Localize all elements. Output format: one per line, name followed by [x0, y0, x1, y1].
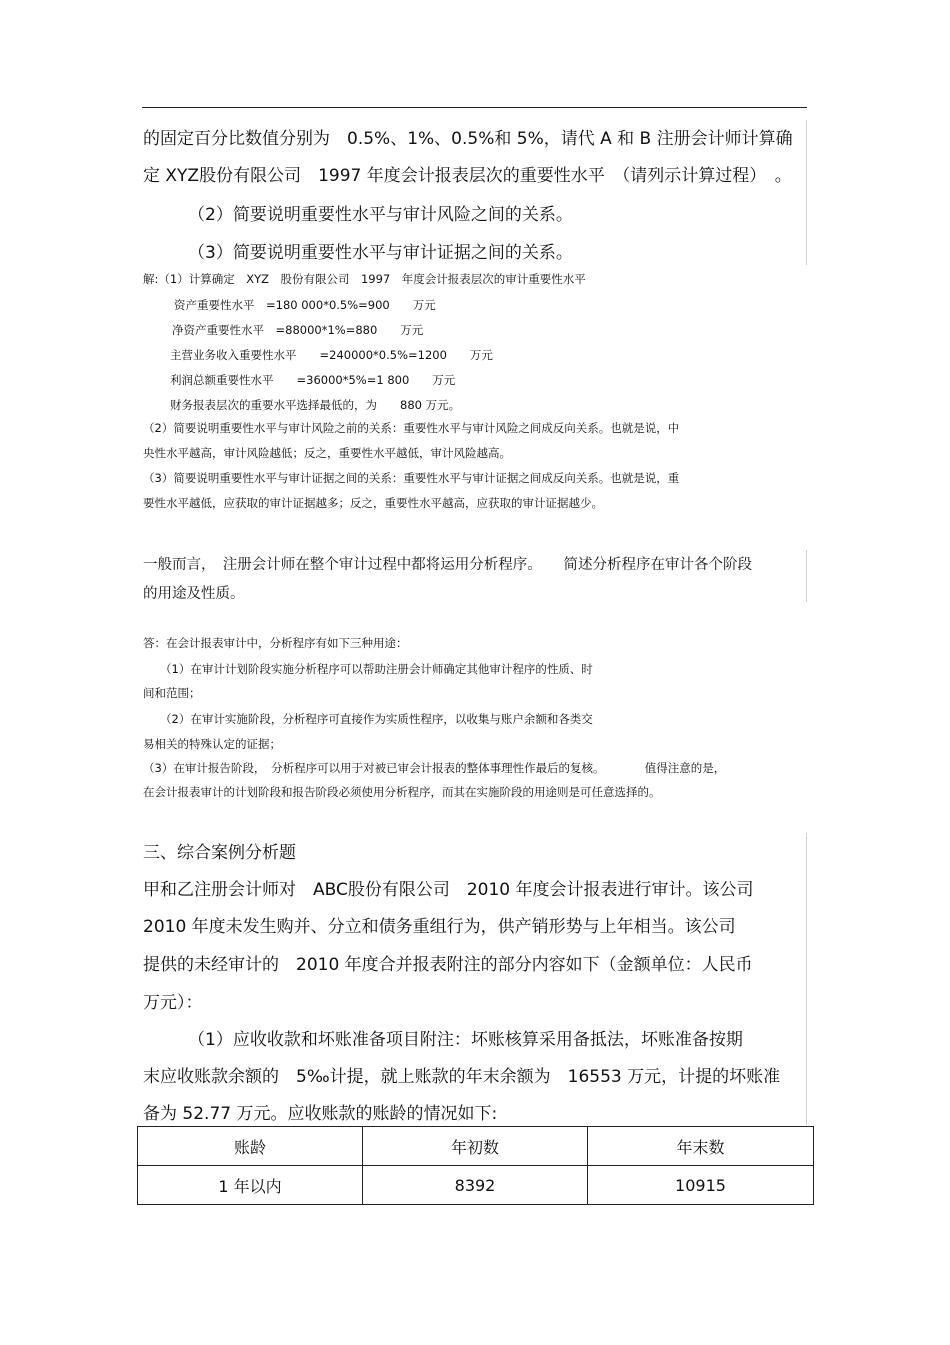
q1-box-edge: [806, 120, 807, 265]
ans2-line2: （1）在审计计划阶段实施分析程序可以帮助注册会计师确定其他审计程序的性质、时: [160, 662, 593, 676]
section3-para-line6: 末应收账款余额的 5‰计提，就上账款的年末余额为 16553 万元，计提的坏账准: [143, 1067, 781, 1087]
ans1-line5: 利润总额重要性水平 =36000*5%=1 800 万元: [170, 373, 456, 387]
section3-para-line1: 甲和乙注册会计师对 ABC股份有限公司 2010 年度会计报表进行审计。该公司: [143, 880, 754, 900]
ans1-line4: 主营业务收入重要性水平 =240000*0.5%=1200 万元: [170, 348, 493, 362]
q2-box-edge: [806, 550, 807, 602]
q1-line2: 定 XYZ股份有限公司 1997 年度会计报表层次的重要性水平 （请列示计算过程） 。: [143, 166, 792, 186]
table-header-cell: 年初数: [363, 1127, 588, 1166]
section3-para-line5: （1）应收收款和坏账准备项目附注：坏账核算采用备抵法，坏账准备按期: [188, 1030, 743, 1050]
ans2-line6: （3）在审计报告阶段， 分析程序可以用于对被已审会计报表的整体事理性作最后的复核。 值得注意的是，: [143, 761, 726, 775]
table-cell: 1 年以内: [138, 1166, 363, 1205]
ans1-line9: （3）简要说明重要性水平与审计证据之间的关系：重要性水平与审计证据之间成反向关系。也就是说，重: [143, 471, 680, 485]
ans1-line6: 财务报表层次的重要水平选择最低的，为 880 万元。: [170, 398, 461, 412]
table-header-row: [138, 1127, 814, 1166]
q2-line1: 一般而言， 注册会计师在整个审计过程中都将运用分析程序。 简述分析程序在审计各个阶段: [143, 557, 752, 573]
ans2-line1: 答：在会计报表审计中，分析程序有如下三种用途：: [143, 636, 408, 650]
q1-line1: 的固定百分比数值分别为 0.5%、1%、0.5%和 5%，请代 A 和 B 注册会计师计算确: [143, 129, 793, 149]
aging-table: [137, 1126, 814, 1205]
table-header-cell: 账龄: [138, 1127, 363, 1166]
table-header-cell: 年末数: [588, 1127, 814, 1166]
ans1-line2: 资产重要性水平 =180 000*0.5%=900 万元: [174, 298, 436, 312]
q1-line4: （3）简要说明重要性水平与审计证据之间的关系。: [188, 243, 573, 263]
ans1-line1: 解:（1）计算确定 XYZ 股份有限公司 1997 年度会计报表层次的审计重要性水平: [143, 272, 586, 286]
section3-para-line3: 提供的未经审计的 2010 年度合并报表附注的部分内容如下（金额单位：人民币: [143, 955, 753, 975]
q2-line2: 的用途及性质。: [143, 586, 245, 602]
ans1-line8: 央性水平越高，审计风险越低；反之，重要性水平越低，审计风险越高。: [143, 446, 511, 460]
top-rule: [142, 107, 807, 108]
section3-box-edge: [806, 833, 807, 1125]
table-cell: 8392: [363, 1166, 588, 1205]
ans2-line3: 间和范围；: [143, 686, 201, 700]
section3-title: 三、综合案例分析题: [143, 843, 296, 863]
ans2-line7: 在会计报表审计的计划阶段和报告阶段必须使用分析程序，而其在实施阶段的用途则是可任意选择的。: [143, 785, 661, 799]
q1-line3: （2）简要说明重要性水平与审计风险之间的关系。: [188, 205, 573, 225]
table-row: [138, 1166, 814, 1205]
section3-para-line7: 备为 52.77 万元。应收账款的账龄的情况如下:: [143, 1104, 498, 1124]
ans1-line10: 要性水平越低，应获取的审计证据越多；反之，重要性水平越高，应获取的审计证据越少。: [143, 496, 603, 510]
section3-para-line4: 万元）：: [143, 993, 203, 1013]
ans2-line5: 易相关的特殊认定的证据；: [143, 737, 281, 751]
ans1-line7: （2）简要说明重要性水平与审计风险之前的关系：重要性水平与审计风险之间成反向关系。也就是说，中: [143, 421, 680, 435]
section3-para-line2: 2010 年度未发生购并、分立和债务重组行为，供产销形势与上年相当。该公司: [143, 917, 736, 937]
ans1-line3: 净资产重要性水平 =88000*1%=880 万元: [172, 323, 424, 337]
ans2-line4: （2）在审计实施阶段，分析程序可直接作为实质性程序，以收集与账户余额和各类交: [160, 712, 593, 726]
table-cell: 10915: [588, 1166, 814, 1205]
